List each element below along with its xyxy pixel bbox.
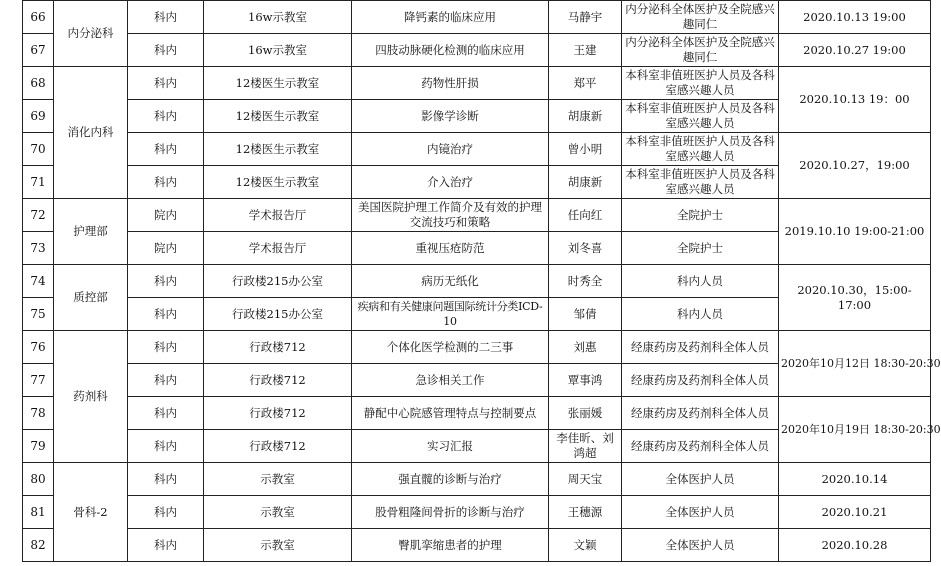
speaker-cell: 时秀全 [549,265,622,298]
topic-cell: 静配中心院感管理特点与控制要点 [352,397,549,430]
time-cell: 2020.10.21 [779,496,931,529]
location-cell: 行政楼712 [204,331,352,364]
topic-cell: 病历无纸化 [352,265,549,298]
location-cell: 学术报告厅 [204,232,352,265]
location-cell: 行政楼712 [204,364,352,397]
topic-cell: 臀肌挛缩患者的护理 [352,529,549,562]
topic-cell: 降钙素的临床应用 [352,1,549,34]
speaker-cell: 王建 [549,34,622,67]
location-cell: 示教室 [204,463,352,496]
row-number: 80 [23,463,54,496]
table-row [23,34,931,67]
audience-cell: 经康药房及药剂科全体人员 [622,397,779,430]
department-cell: 护理部 [54,199,128,265]
department-cell: 质控部 [54,265,128,331]
scope-cell: 科内 [128,397,204,430]
speaker-cell: 周天宝 [549,463,622,496]
topic-cell: 药物性肝损 [352,67,549,100]
audience-cell: 本科室非值班医护人员及各科室感兴趣人员 [622,133,779,166]
location-cell: 16w示教室 [204,1,352,34]
table-row [23,265,931,298]
scope-cell: 科内 [128,463,204,496]
scope-cell: 科内 [128,331,204,364]
speaker-cell: 胡康新 [549,166,622,199]
scope-cell: 科内 [128,496,204,529]
table-row [23,1,931,34]
department-cell: 内分泌科 [54,1,128,67]
location-cell: 12楼医生示教室 [204,166,352,199]
location-cell: 行政楼215办公室 [204,265,352,298]
time-cell: 2020.10.28 [779,529,931,562]
topic-cell: 实习汇报 [352,430,549,463]
row-number: 68 [23,67,54,100]
row-number: 70 [23,133,54,166]
location-cell: 学术报告厅 [204,199,352,232]
topic-cell: 强直髋的诊断与治疗 [352,463,549,496]
row-number: 66 [23,1,54,34]
row-number: 72 [23,199,54,232]
audience-cell: 本科室非值班医护人员及各科室感兴趣人员 [622,100,779,133]
speaker-cell: 任向红 [549,199,622,232]
row-number: 71 [23,166,54,199]
audience-cell: 经康药房及药剂科全体人员 [622,430,779,463]
table-row [23,529,931,562]
audience-cell: 本科室非值班医护人员及各科室感兴趣人员 [622,67,779,100]
scope-cell: 科内 [128,298,204,331]
speaker-cell: 覃事鸿 [549,364,622,397]
table-row [23,397,931,430]
row-number: 79 [23,430,54,463]
audience-cell: 内分泌科全体医护及全院感兴趣同仁 [622,1,779,34]
time-cell: 2020.10.14 [779,463,931,496]
audience-cell: 科内人员 [622,298,779,331]
row-number: 73 [23,232,54,265]
speaker-cell: 胡康新 [549,100,622,133]
audience-cell: 全体医护人员 [622,529,779,562]
table-row [23,463,931,496]
scope-cell: 科内 [128,100,204,133]
location-cell: 行政楼712 [204,430,352,463]
row-number: 76 [23,331,54,364]
training-schedule-table [22,0,941,562]
department-cell: 药剂科 [54,331,128,463]
location-cell: 12楼医生示教室 [204,133,352,166]
location-cell: 行政楼215办公室 [204,298,352,331]
audience-cell: 本科室非值班医护人员及各科室感兴趣人员 [622,166,779,199]
scope-cell: 科内 [128,166,204,199]
row-number: 74 [23,265,54,298]
row-number: 82 [23,529,54,562]
speaker-cell: 文颖 [549,529,622,562]
topic-cell: 急诊相关工作 [352,364,549,397]
speaker-cell: 李佳昕、刘鸿超 [549,430,622,463]
scope-cell: 科内 [128,430,204,463]
row-number: 69 [23,100,54,133]
location-cell: 12楼医生示教室 [204,67,352,100]
table-row [23,67,931,100]
audience-cell: 经康药房及药剂科全体人员 [622,331,779,364]
table-row [23,331,931,364]
time-cell: 2020.10.13 19:00 [779,1,931,34]
speaker-cell: 曾小明 [549,133,622,166]
location-cell: 示教室 [204,496,352,529]
time-cell: 2020.10.13 19：00 [779,67,931,133]
topic-cell: 介入治疗 [352,166,549,199]
row-number: 75 [23,298,54,331]
department-cell: 骨科-2 [54,463,128,562]
scope-cell: 科内 [128,34,204,67]
row-number: 77 [23,364,54,397]
speaker-cell: 刘惠 [549,331,622,364]
department-cell: 消化内科 [54,67,128,199]
topic-cell: 重视压疮防范 [352,232,549,265]
audience-cell: 全院护士 [622,232,779,265]
time-cell: 2020.10.27 19:00 [779,34,931,67]
audience-cell: 经康药房及药剂科全体人员 [622,364,779,397]
location-cell: 12楼医生示教室 [204,100,352,133]
row-number: 67 [23,34,54,67]
scope-cell: 科内 [128,529,204,562]
time-cell: 2019.10.10 19:00-21:00 [779,199,931,265]
topic-cell: 美国医院护理工作简介及有效的护理交流技巧和策略 [352,199,549,232]
location-cell: 16w示教室 [204,34,352,67]
table-row [23,133,931,166]
row-number: 81 [23,496,54,529]
scope-cell: 科内 [128,133,204,166]
topic-cell: 四肢动脉硬化检测的临床应用 [352,34,549,67]
topic-cell: 疾病和有关健康问题国际统计分类ICD-10 [352,298,549,331]
speaker-cell: 张丽媛 [549,397,622,430]
topic-cell: 个体化医学检测的二三事 [352,331,549,364]
audience-cell: 全院护士 [622,199,779,232]
time-cell: 2020年10月19日 18:30-20:30 [779,397,931,463]
location-cell: 示教室 [204,529,352,562]
scope-cell: 院内 [128,199,204,232]
audience-cell: 内分泌科全体医护及全院感兴趣同仁 [622,34,779,67]
time-cell: 2020.10.27，19:00 [779,133,931,199]
time-cell: 2020年10月12日 18:30-20:30 [779,331,931,397]
scope-cell: 科内 [128,265,204,298]
table-row [23,199,931,232]
scope-cell: 科内 [128,364,204,397]
speaker-cell: 邹倩 [549,298,622,331]
topic-cell: 内镜治疗 [352,133,549,166]
row-number: 78 [23,397,54,430]
location-cell: 行政楼712 [204,397,352,430]
scope-cell: 院内 [128,232,204,265]
scope-cell: 科内 [128,67,204,100]
topic-cell: 影像学诊断 [352,100,549,133]
topic-cell: 股骨粗隆间骨折的诊断与治疗 [352,496,549,529]
speaker-cell: 马静宇 [549,1,622,34]
audience-cell: 全体医护人员 [622,463,779,496]
scope-cell: 科内 [128,1,204,34]
speaker-cell: 王穗源 [549,496,622,529]
speaker-cell: 郑平 [549,67,622,100]
speaker-cell: 刘冬喜 [549,232,622,265]
time-cell: 2020.10.30，15:00-17:00 [779,265,931,331]
audience-cell: 全体医护人员 [622,496,779,529]
audience-cell: 科内人员 [622,265,779,298]
table-row [23,496,931,529]
